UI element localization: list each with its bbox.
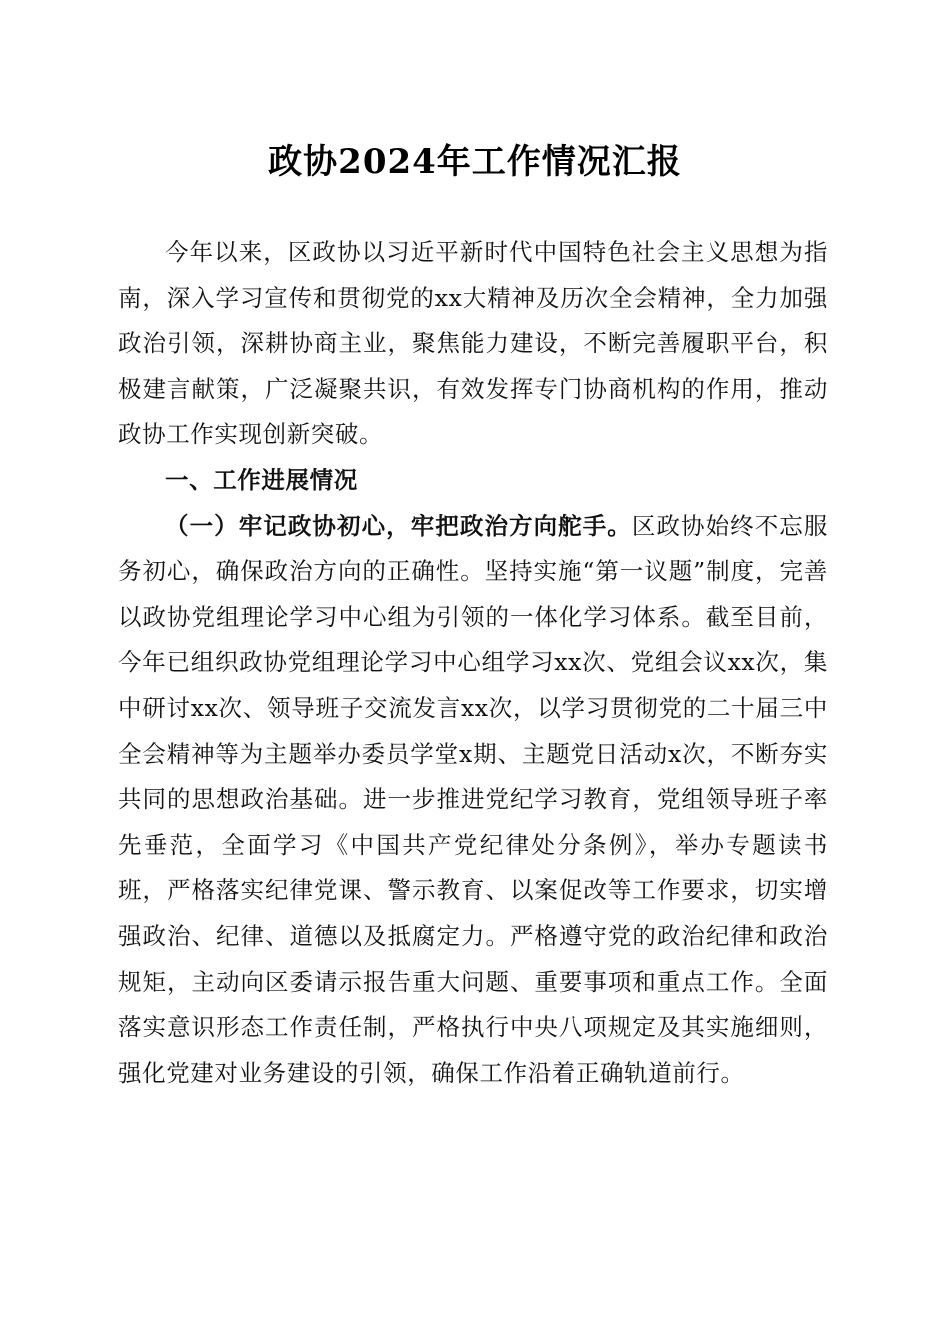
document-title: 政协2024年工作情况汇报 <box>268 142 682 182</box>
intro-paragraph: 今年以来，区政协以习近平新时代中国特色社会主义思想为指南，深入学习宣传和贯彻党的xx大精神及历次全会精神，全力加强政治引领，深耕协商主业，聚焦能力建设，不断完善履职平台，积极建言献策，广泛凝聚共识，有效发挥专门协商机构的作用，推动政协工作实现创新突破。 <box>118 238 828 449</box>
document-body <box>118 230 828 1096</box>
section-heading: 一、工作进展情况 <box>165 465 358 494</box>
subsection-heading: （一）牢记政协初心，牢把政治方向舵手。 <box>165 511 632 540</box>
subsection-body: 区政协始终不忘服务初心，确保政治方向的正确性。坚持实施“第一议题”制度，完善以政协党组理论学习中心组为引领的一体化学习体系。截至目前，今年已组织政协党组理论学习中心组学习xx次、党组会议xx次，集中研讨xx次、领导班子交流发言xx次，以学习贯彻党的二十届三中全会精神等为主题举办委员学堂x期、主题党日活动x次，不断夯实共同的思想政治基础。进一步推进党纪学习教育，党组领导班子率先垂范，全面学习《中国共产党纪律处分条例》，举办专题读书班，严格落实纪律党课、警示教育、以案促改等工作要求，切实增强政治、纪律、道德以及抵腐定力。严格遵守党的政治纪律和政治规矩，主动向区委请示报告重大问题、重要事项和重点工作。全面落实意识形态工作责任制，严格执行中央八项规定及其实施细则，强化党建对业务建设的引领，确保工作沿着正确轨道前行。 <box>118 511 828 1087</box>
subsection-paragraph <box>118 504 828 1097</box>
